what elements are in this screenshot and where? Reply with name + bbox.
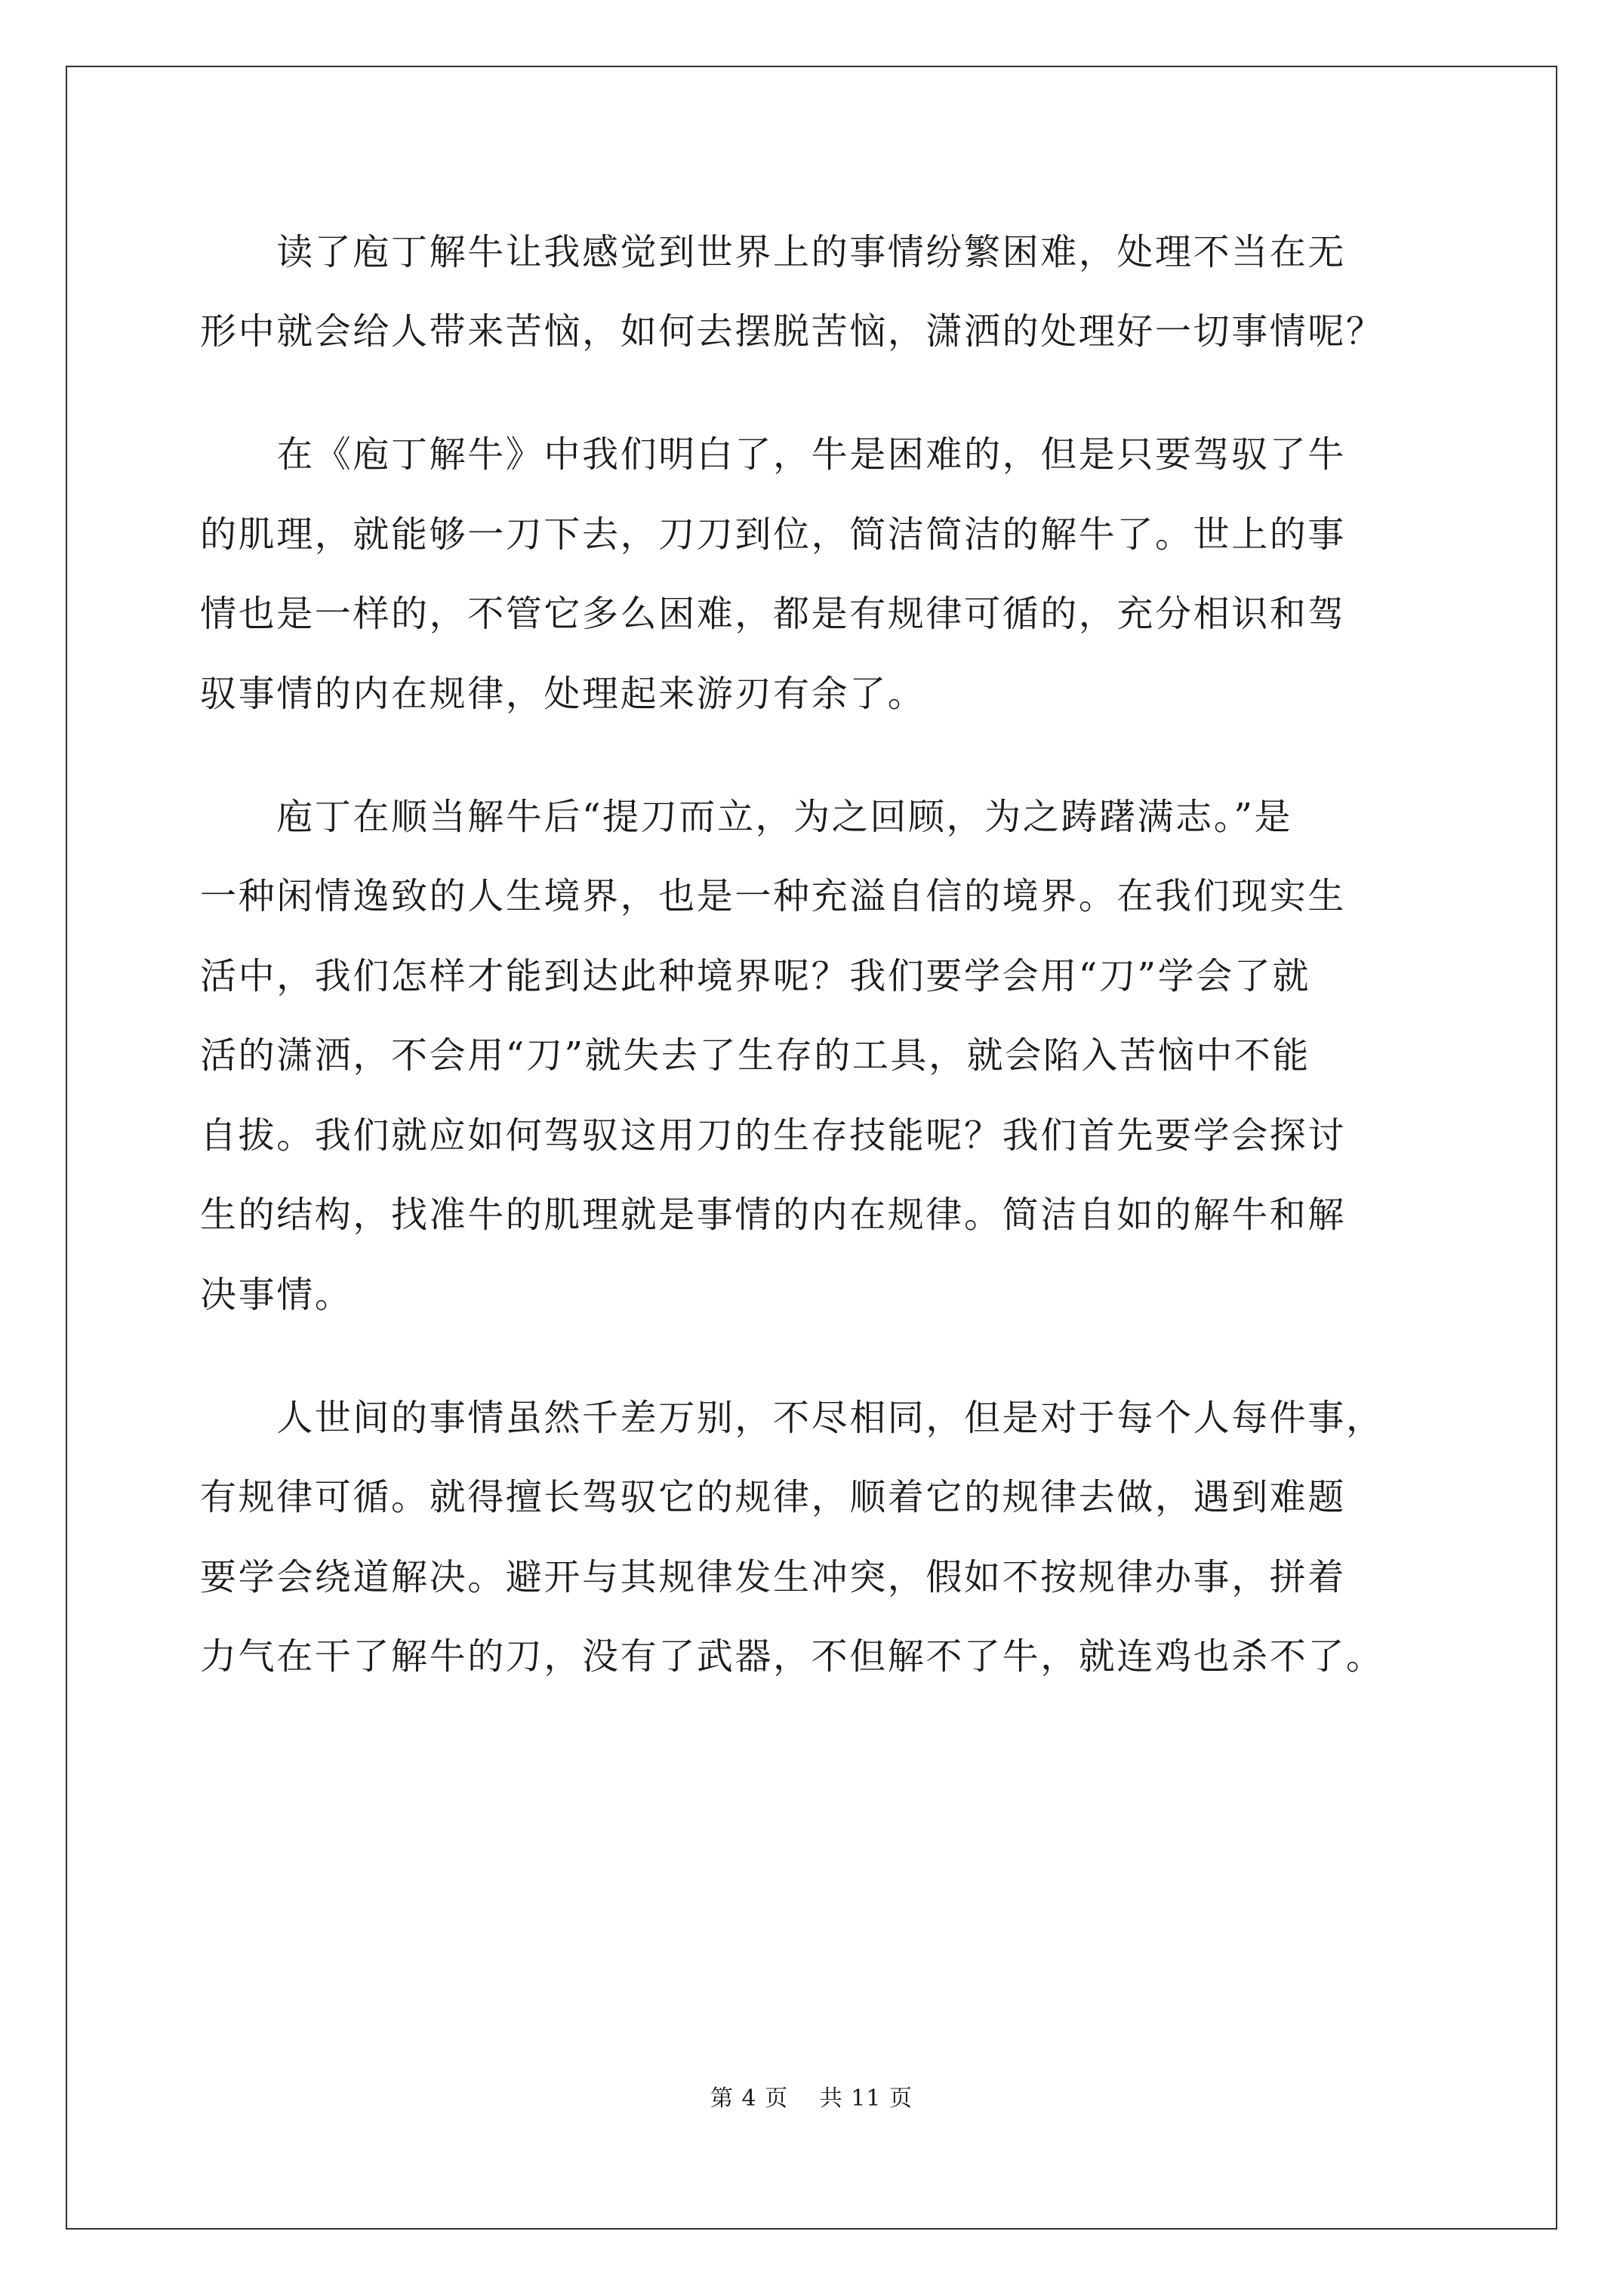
text-line: 有规律可循。就得擅长驾驭它的规律，顺着它的规律去做，遇到难题	[200, 1476, 1347, 1518]
text-line: 活中，我们怎样才能到达此种境界呢？我们要学会用“刀”学会了就	[200, 955, 1311, 997]
text-line: 自拔。我们就应如何驾驭这用刀的生存技能呢？我们首先要学会探讨	[200, 1114, 1347, 1157]
text-line: 情也是一样的，不管它多么困难，都是有规律可循的，充分相识和驾	[200, 593, 1347, 635]
text-line: 生的结构，找准牛的肌理就是事情的内在规律。简洁自如的解牛和解	[200, 1194, 1347, 1236]
text-line: 力气在干了解牛的刀，没有了武器，不但解不了牛，就连鸡也杀不了。	[200, 1635, 1384, 1678]
text-line: 在《庖丁解牛》中我们明白了，牛是困难的，但是只要驾驭了牛	[200, 433, 1347, 476]
text-line: 形中就会给人带来苦恼，如何去摆脱苦恼，潇洒的处理好一切事情呢？	[200, 310, 1384, 353]
text-line: 人世间的事情虽然千差万别，不尽相同，但是对于每个人每件事，	[200, 1397, 1384, 1439]
text-line: 庖丁在顺当解牛后“提刀而立，为之回顾，为之踌躇满志。”是	[200, 796, 1293, 838]
text-line: 一种闲情逸致的人生境界，也是一种充溢自信的境界。在我们现实生	[200, 875, 1347, 917]
text-line: 读了庖丁解牛让我感觉到世界上的事情纷繁困难，处理不当在无	[200, 231, 1347, 273]
text-line: 要学会绕道解决。避开与其规律发生冲突，假如不按规律办事，拼着	[200, 1556, 1347, 1598]
text-line: 决事情。	[200, 1274, 353, 1316]
text-line: 活的潇洒，不会用“刀”就失去了生存的工具，就会陷入苦恼中不能	[200, 1034, 1311, 1077]
text-line: 的肌理，就能够一刀下去，刀刀到位，简洁简洁的解牛了。世上的事	[200, 513, 1347, 556]
page-footer: 第 4 页 共 11 页	[710, 2085, 913, 2112]
text-line: 驭事情的内在规律，处理起来游刃有余了。	[200, 673, 926, 715]
